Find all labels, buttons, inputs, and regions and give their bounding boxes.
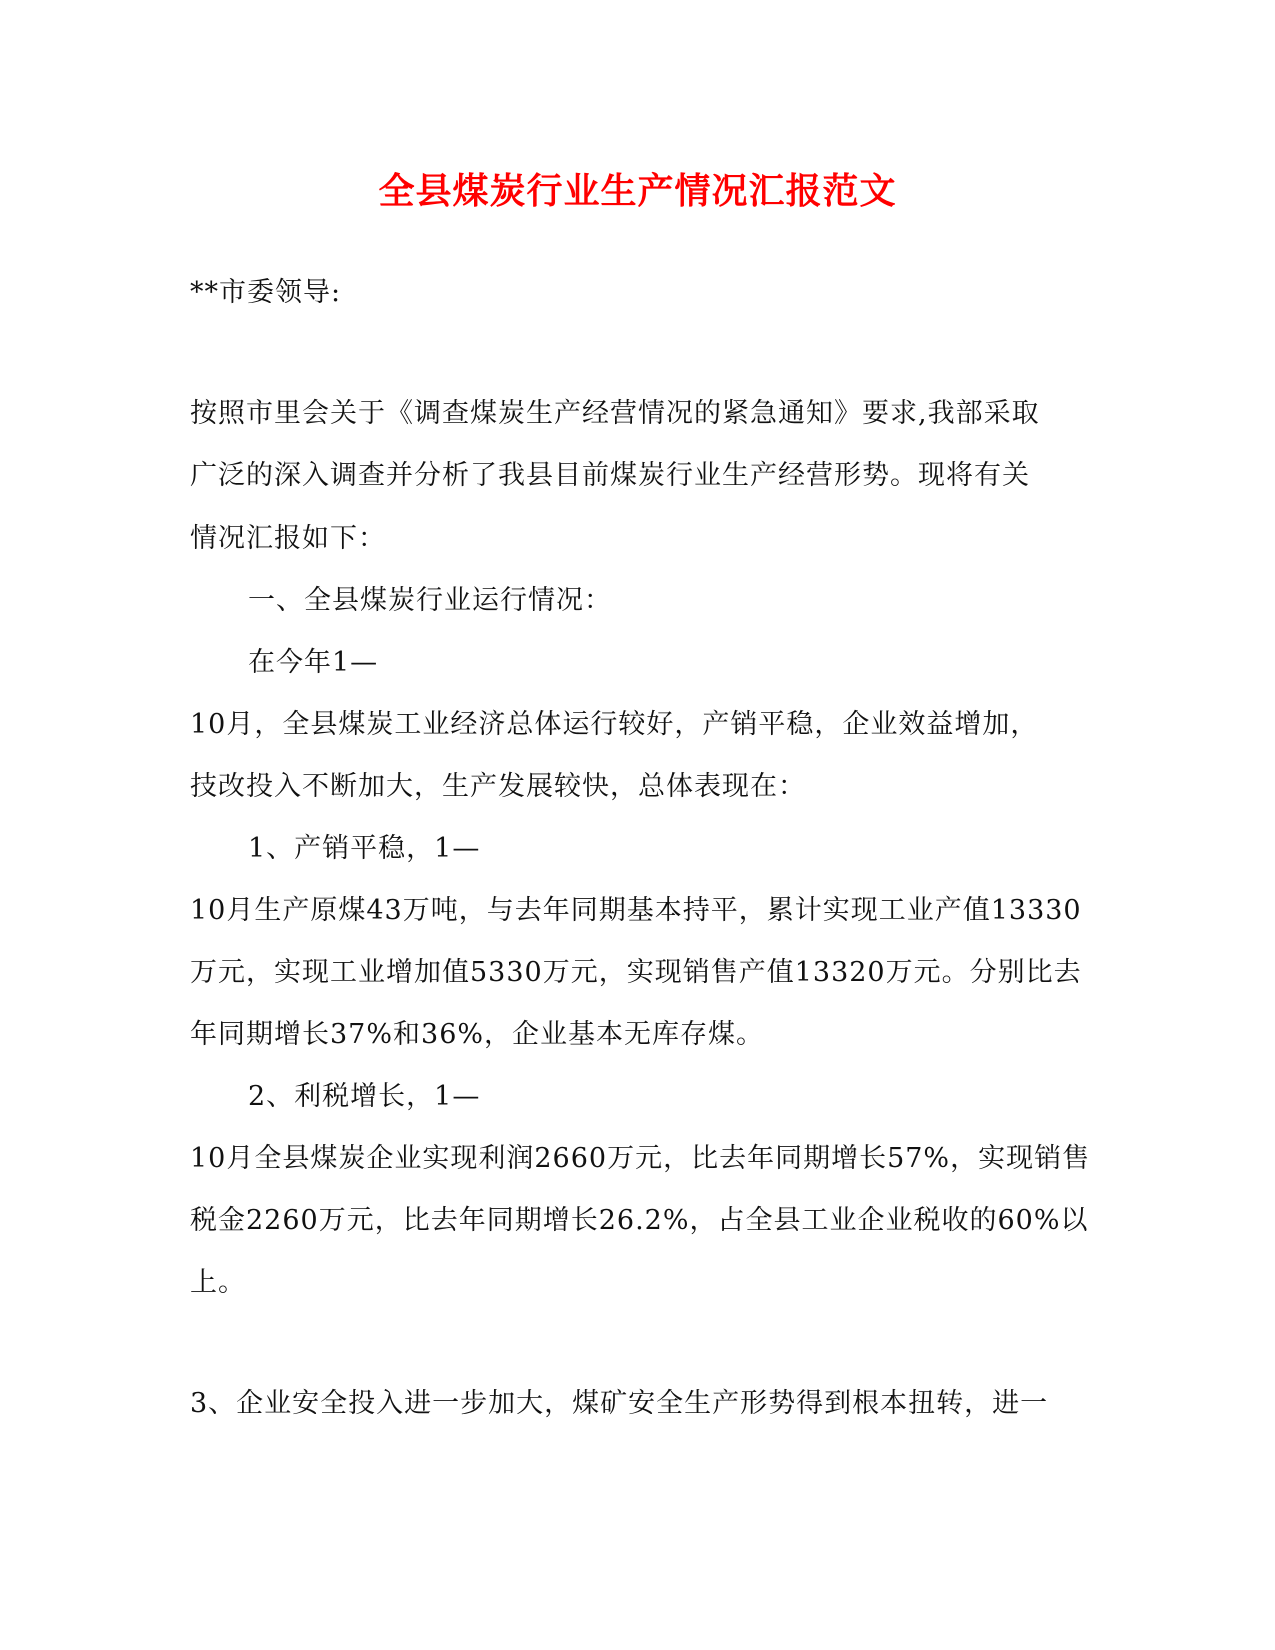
paragraph-line: 技改投入不断加大，生产发展较快，总体表现在：	[190, 771, 806, 802]
list-item-heading: 2、利税增长，1—	[248, 1081, 481, 1112]
document-title: 全县煤炭行业生产情况汇报范文	[378, 170, 897, 212]
paragraph-line: 万元，实现工业增加值5330万元，实现销售产值13320万元。分别比去	[190, 957, 1082, 988]
paragraph-line: 税金2260万元，比去年同期增长26.2%，占全县工业企业税收的60%以	[190, 1205, 1089, 1236]
paragraph-line: 3、企业安全投入进一步加大，煤矿安全生产形势得到根本扭转，进一	[190, 1388, 1049, 1419]
paragraph-line: 广泛的深入调查并分析了我县目前煤炭行业生产经营形势。现将有关	[190, 460, 1030, 491]
paragraph-line: 情况汇报如下：	[190, 523, 386, 554]
paragraph-line: 10月全县煤炭企业实现利润2660万元，比去年同期增长57%，实现销售	[190, 1143, 1091, 1174]
paragraph-line: 年同期增长37%和36%，企业基本无库存煤。	[190, 1019, 765, 1050]
list-item-heading: 1、产销平稳，1—	[248, 833, 481, 864]
paragraph-line: 10月生产原煤43万吨，与去年同期基本持平，累计实现工业产值13330	[190, 895, 1082, 926]
paragraph-line: 上。	[190, 1267, 246, 1298]
salutation: **市委领导:	[190, 277, 342, 308]
paragraph-line: 10月，全县煤炭工业经济总体运行较好，产销平稳，企业效益增加，	[190, 709, 1039, 740]
section-heading: 一、全县煤炭行业运行情况：	[248, 585, 612, 616]
paragraph-line: 在今年1—	[248, 647, 379, 678]
paragraph-line: 按照市里会关于《调查煤炭生产经营情况的紧急通知》要求,我部采取	[190, 398, 1040, 429]
